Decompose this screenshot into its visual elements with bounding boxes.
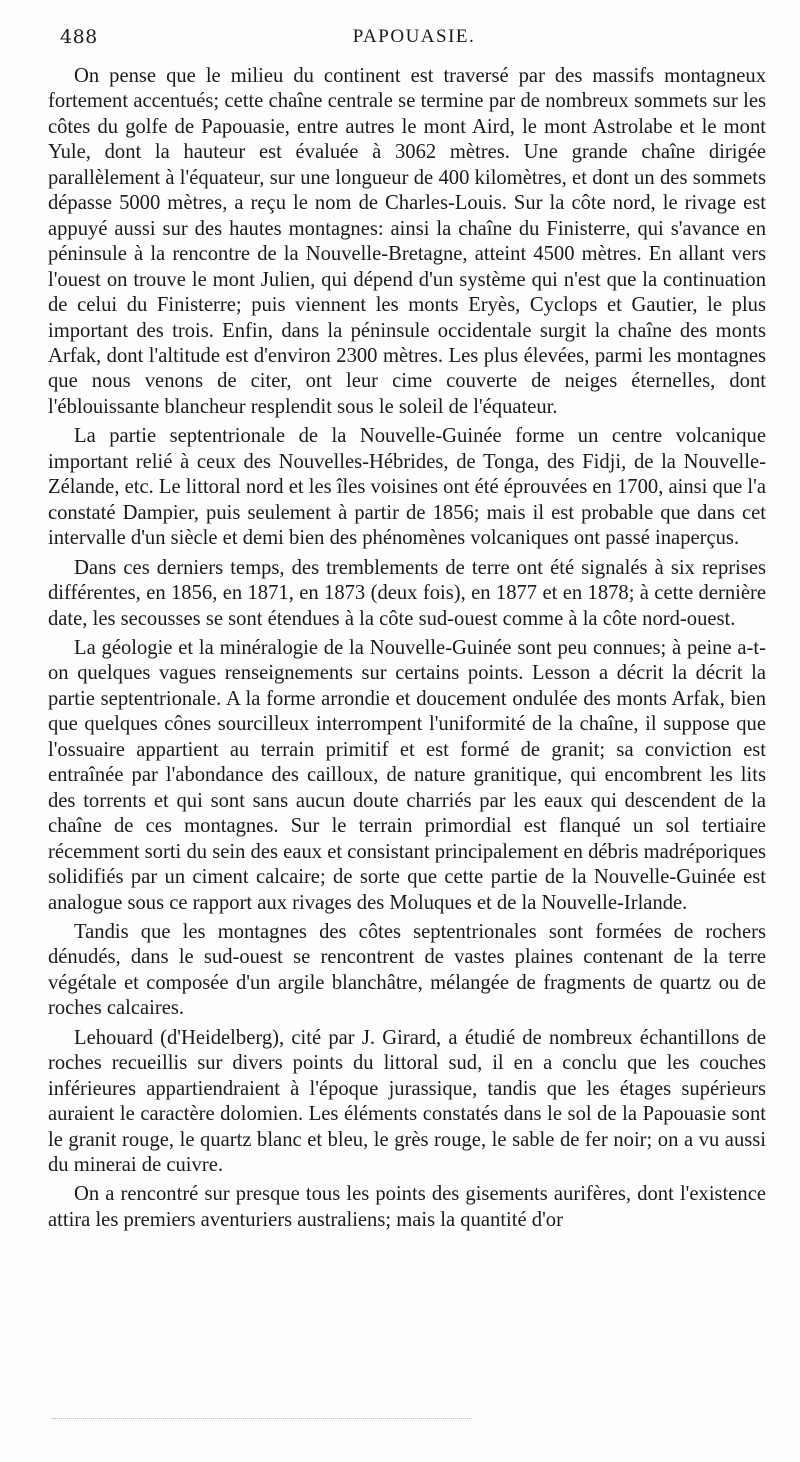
paragraph-earthquakes: Dans ces derniers temps, des tremblements de terre ont été signalés à six reprises différentes, en 1856, en 1871, en 1873 (deux fois), en 1877 et en 1878; à cette dernière date, les secousses se sont étendues à la côte sud-ouest comme à la côte nord-ouest. — [48, 556, 766, 630]
paragraph-gold: On a rencontré sur presque tous les points des gisements aurifères, dont l'existence attira les premiers aventuriers australiens; mais la quantité d'or — [48, 1183, 766, 1231]
paragraph-mountains: On pense que le milieu du continent est traversé par des massifs montagneux fortement accentués; cette chaîne centrale se termine par de nombreux sommets sur les côtes du golfe de Papouasie, entre autres le mont Aird, le mont Astrolabe et le mont Yule, dont la hauteur est évaluée à 3062 mètres. Une grande chaîne dirigée parallèlement à l'équateur, sur une longueur de 400 kilomètres, et dont un des sommets dépasse 5000 mètres, a reçu le nom de Charles-Louis. Sur la côte nord, le rivage est appuyé aussi sur des hautes montagnes: ainsi la chaîne du Finisterre, qui s'avance en péninsule à la rencontre de la Nouvelle-Bretagne, atteint 4500 mètres. En allant vers l'ouest on trouve le mont Julien, qui dépend d'un système qui n'est que la continuation de celui du Finisterre; puis viennent les monts Eryès, Cyclops et Gautier, le plus important des trois. Enfin, dans la péninsule occidentale surgit la chaîne des monts Arfak, dont l'altitude est d'environ 2300 mètres. Les plus élevées, parmi les montagnes que nous venons de citer, ont leur cime couverte de neiges éternelles, dont l'éblouissante blancheur resplendit sous le soleil de l'équateur. — [48, 65, 766, 418]
footer-divider — [52, 1418, 472, 1419]
paragraph-volcanic: La partie septentrionale de la Nouvelle-Guinée forme un centre volcanique important relié à ceux des Nouvelles-Hébrides, de Tonga, des Fidji, de la Nouvelle-Zélande, etc. Le littoral nord et les îles voisines ont été éprouvées en 1700, ainsi que l'a constaté Dampier, puis seulement à partir de 1856; mais il est probable que dans cet intervalle d'un siècle et demi bien des phénomènes volcaniques ont passé inaperçus. — [48, 425, 766, 550]
paragraph-geology: La géologie et la minéralogie de la Nouvelle-Guinée sont peu connues; à peine a-t-on quelques vagues renseignements sur certains points. Lesson a décrit la décrit la partie septentrionale. A la forme arrondie et doucement ondulée des monts Arfak, bien que quelques cônes sourcilleux interrompent l'uniformité de la chaîne, il suppose que l'ossuaire appartient au terrain primitif et est formé de granit; sa conviction est entraînée par l'abondance des cailloux, de nature granitique, qui encombrent les lits des torrents et qui sont sans aucun doute charriés par les eaux qui descendent de la chaîne de ces montagnes. Sur le terrain primordial est flanqué un sol tertiaire récemment sorti du sein des eaux et consistant principalement en débris madréporiques solidifiés par un ciment calcaire; de sorte que cette partie de la Nouvelle-Guinée est analogue sous ce rapport aux rivages des Moluques et de la Nouvelle-Irlande. — [48, 636, 766, 914]
running-title: PAPOUASIE. — [352, 26, 476, 47]
paragraph-rocks: Lehouard (d'Heidelberg), cité par J. Girard, a étudié de nombreux échantillons de roches recueillis sur divers points du littoral sud, il en a conclu que les couches inférieures appartiendraient à l'époque jurassique, tandis que les étages supérieurs auraient le caractère dolomien. Les éléments constatés dans le sol de la Papouasie sont le granit rouge, le quartz blanc et bleu, le grès rouge, le sable de fer noir; on a vu aussi du minerai de cuivre. — [48, 1026, 766, 1177]
page-number: 488 — [60, 26, 98, 48]
body-text — [48, 64, 766, 1237]
running-head — [60, 26, 768, 54]
paragraph-plains: Tandis que les montagnes des côtes septentrionales sont formées de rochers dénudés, dans le sud-ouest se rencontrent de vastes plaines contenant de la terre végétale et composée d'un argile blanchâtre, mélangée de fragments de quartz ou de roches calcaires. — [48, 920, 766, 1020]
